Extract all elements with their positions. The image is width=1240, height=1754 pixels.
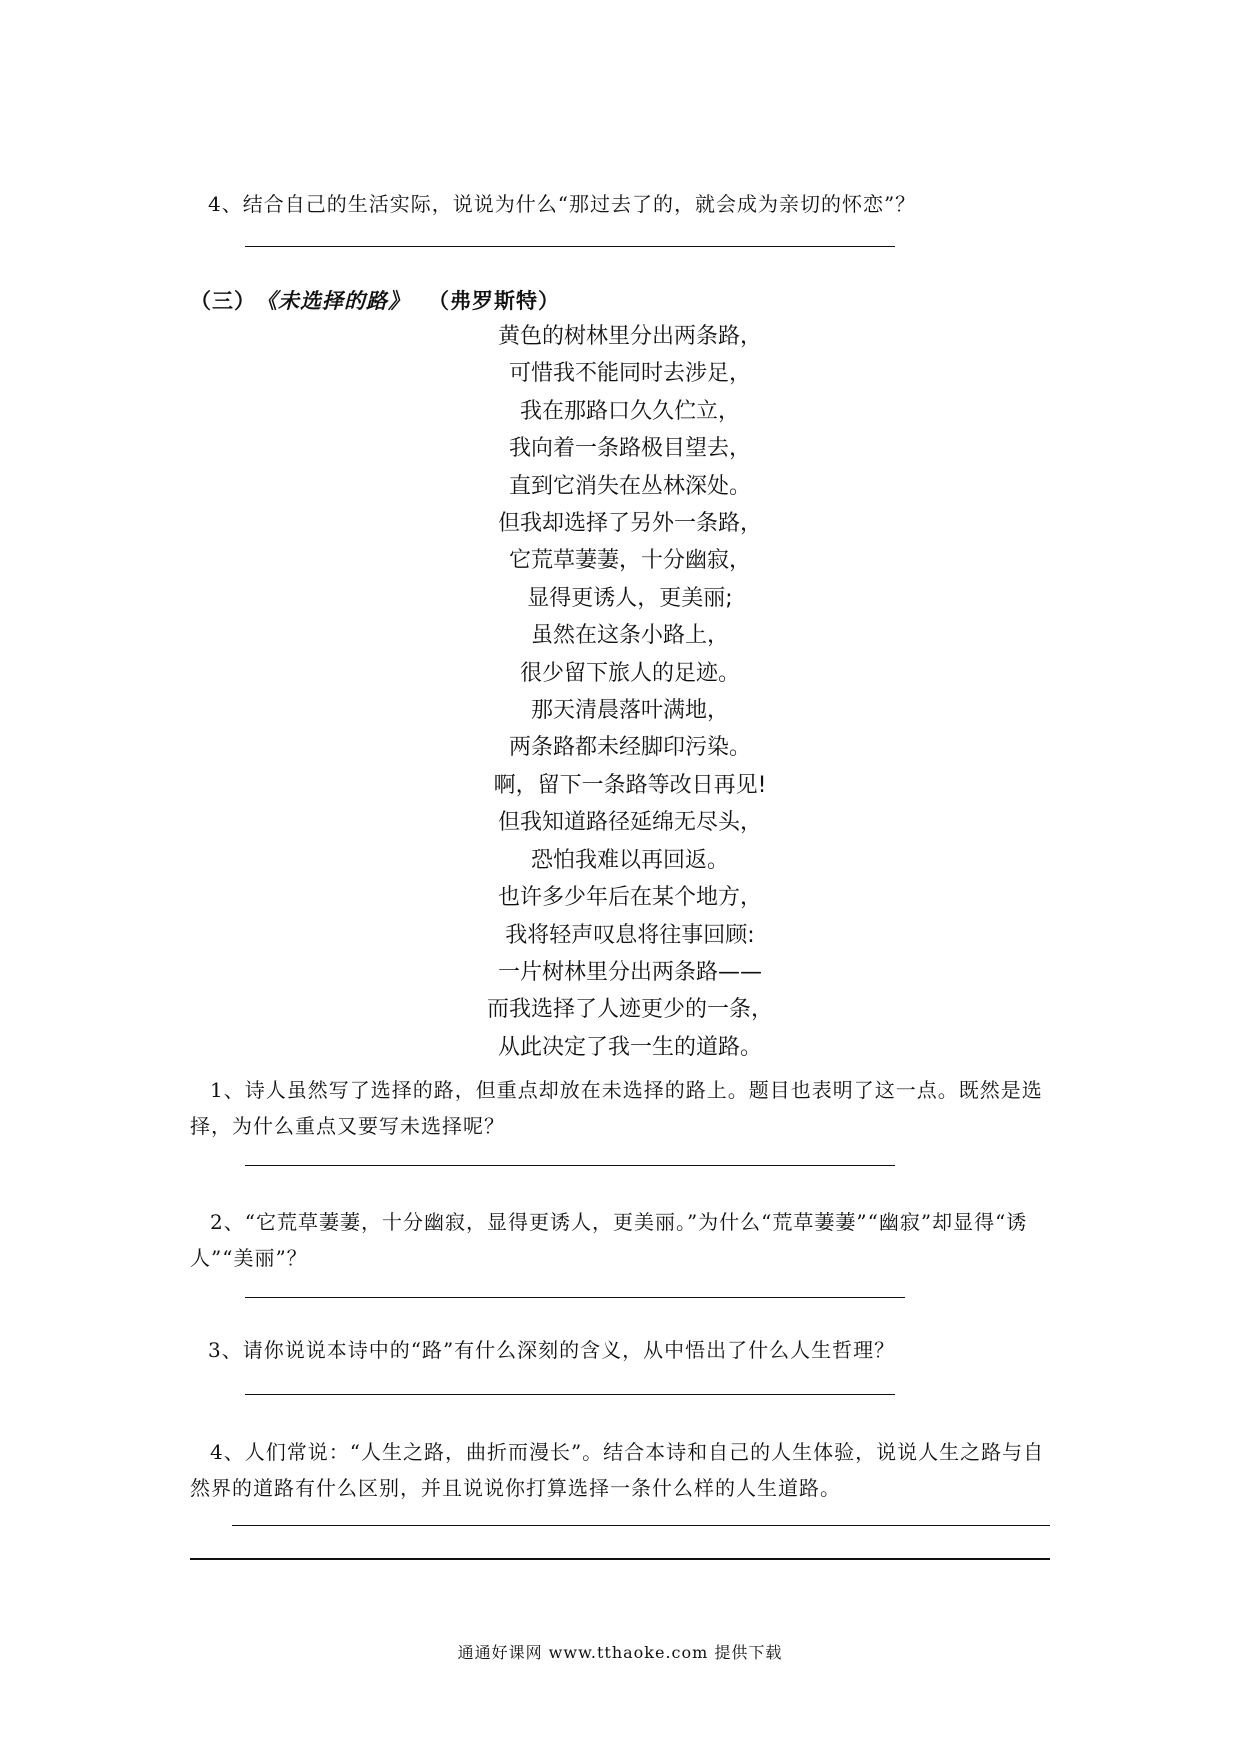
question-1: 1、诗人虽然写了选择的路，但重点却放在未选择的路上。题目也表明了这一点。既然是选择，为什么重点又要写未选择呢？: [190, 1078, 1043, 1138]
poem-line: 但我却选择了另外一条路，: [497, 511, 762, 537]
poem-line: 两条路都未经脚印污染。: [508, 735, 751, 761]
poem-line: 但我知道路径延绵无尽头，: [497, 810, 762, 836]
poem-line: 可惜我不能同时去涉足，: [508, 361, 751, 387]
answer-line-mark: [375, 246, 515, 247]
poem-line: 很少留下旅人的足迹。: [519, 660, 740, 686]
poem-line: 显得更诱人，更美丽;: [527, 585, 733, 611]
section-number: （三）: [190, 288, 256, 313]
poem-line: 我在那路口久久伫立，: [519, 398, 740, 424]
answer-line: [245, 246, 895, 247]
poem-line: 一片树林里分出两条路——: [497, 959, 762, 985]
poem-title: 《未选择的路》: [256, 288, 410, 313]
answer-line: [245, 1394, 895, 1395]
poem-line: 它荒草萋萋，十分幽寂，: [508, 548, 751, 574]
poem-body: [420, 318, 840, 1066]
question-3: 3、请你说说本诗中的“路”有什么深刻的含义，从中悟出了什么人生哲理？: [208, 1338, 896, 1362]
answer-line-mark: [232, 1525, 392, 1526]
poem-line: 我将轻声叹息将往事回顾:: [505, 922, 755, 948]
answer-line-mark: [605, 1165, 755, 1166]
question-2: 2、“它荒草萋萋，十分幽寂，显得更诱人，更美丽。”为什么“荒草萋萋”“幽寂”却显得“诱人”“美丽”？: [190, 1210, 1028, 1270]
page-footer: 通通好课网 www.tthaoke.com 提供下载: [457, 1643, 783, 1662]
poem-line: 从此决定了我一生的道路。: [497, 1034, 762, 1060]
question-prev-4: 4、结合自己的生活实际，说说为什么“那过去了的，就会成为亲切的怀恋”？: [208, 192, 917, 216]
poem-line: 恐怕我难以再回返。: [530, 847, 729, 873]
answer-line-mark: [515, 1297, 655, 1298]
answer-line: [232, 1525, 1050, 1526]
answer-line: [245, 1165, 895, 1166]
answer-line: [245, 1297, 905, 1298]
poem-author: （弗罗斯特）: [428, 288, 560, 313]
question-4: 4、人们常说：“人生之路，曲折而漫长”。结合本诗和自己的人生体验，说说人生之路与自然界的道路有什么区别，并且说说你打算选择一条什么样的人生道路。: [190, 1440, 1045, 1500]
answer-line: [190, 1558, 1050, 1560]
poem-line: 直到它消失在丛林深处。: [508, 473, 751, 499]
answer-line-mark: [904, 1525, 974, 1526]
poem-line: 也许多少年后在某个地方，: [497, 885, 762, 911]
poem-line: 虽然在这条小路上，: [530, 623, 729, 649]
poem-line: 而我选择了人迹更少的一条，: [486, 997, 773, 1023]
section-heading: [190, 286, 560, 316]
poem-line: 那天清晨落叶满地，: [530, 698, 729, 724]
poem-line: 啊，留下一条路等改日再见!: [493, 772, 767, 798]
poem-line: 黄色的树林里分出两条路，: [497, 324, 762, 349]
poem-line: 我向着一条路极目望去，: [508, 436, 751, 462]
